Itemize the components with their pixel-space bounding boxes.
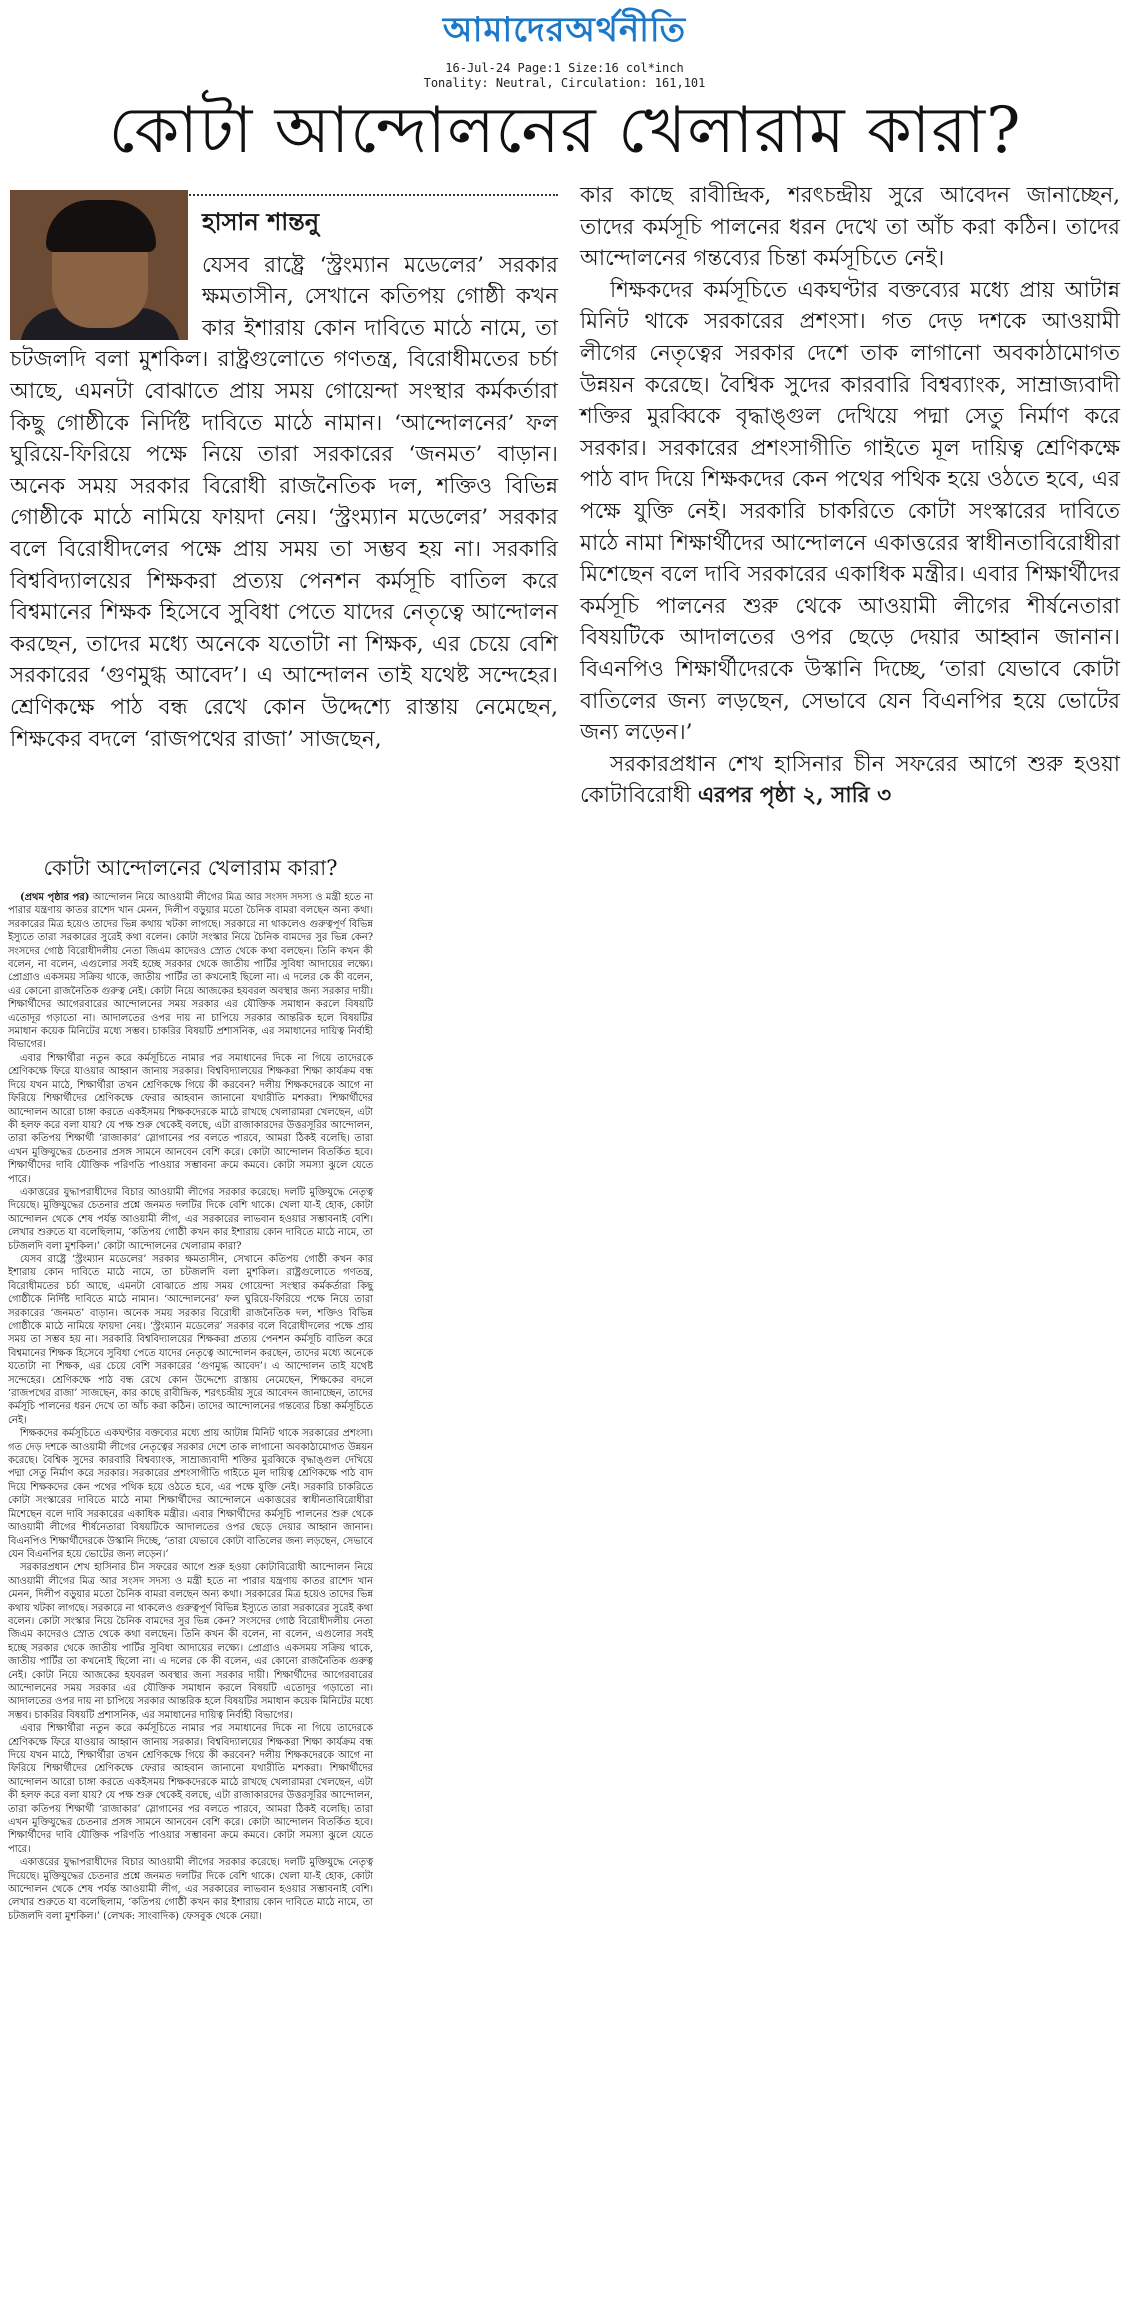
clip-meta-line-2: Tonality: Neutral, Circulation: 161,101 [423,76,706,90]
continued-note: এরপর পৃষ্ঠা ২, সারি ৩ [697,783,892,809]
left-column [10,180,558,755]
continuation-paragraph: যেসব রাষ্ট্রে ‘স্ট্রংম্যান মডেলের’ সরকার ক্ষমতাসীন, সেখানে কতিপয় গোষ্ঠী কখন কার ইশারায় কোন দাবিতে মাঠে নামে, তা চটজলদি বলা মুশকিল। রাষ্ট্রগুলোতে গণতন্ত্র, বিরোধীমতের চর্চা আছে, এমনটা বোঝাতে প্রায় সময় গোয়েন্দা সংস্থার কর্মকর্তারা কিছু গোষ্ঠীকে নির্দিষ্ট দাবিতে মাঠে নামান। ‘আন্দোলনের’ ফল ঘুরিয়ে-ফিরিয়ে পক্ষে নিয়ে তারা সরকারের ‘জনমত’ বাড়ান। অনেক সময় সরকার বিরোধী রাজনৈতিক দল, শক্তিও বিভিন্ন গোষ্ঠীকে মাঠে নামিয়ে ফায়দা নেয়। ‘স্ট্রংম্যান মডেলের’ সরকার বলে বিরোধীদলের পক্ষে প্রায় সময় তা সম্ভব হয় না। সরকারি বিশ্ববিদ্যালয়ের শিক্ষকরা প্রত্যয় পেনশন কর্মসূচি বাতিল করে বিশ্বমানের শিক্ষক হিসেবে সুবিধা পেতে যাদের নেতৃত্বে আন্দোলন করছেন, তাদের মধ্যে অনেকে যতোটা না শিক্ষক, এর চেয়ে বেশি সরকারের ‘গুণমুগ্ধ আবেদ’। এ আন্দোলন তাই যথেষ্ট সন্দেহের। শ্রেণিকক্ষে পাঠ বন্ধ রেখে কোন উদ্দেশ্যে রাস্তায় নেমেছেন, শিক্ষকের বদলে ‘রাজপথের রাজা’ সাজছেন, কার কাছে রাবীন্দ্রিক, শরৎচন্দ্রীয় সুরে আবেদন জানাচ্ছেন, তাদের কর্মসূচি পালনের ধরন দেখে তা আঁচ করা কঠিন। তাদের আন্দোলনের গন্তব্যের চিন্তা কর্মসূচিতে নেই। [8,1253,373,1426]
continuation-body [8,891,373,1923]
continuation-title: কোটা আন্দোলনের খেলারাম কারা? [43,856,338,880]
continuation-paragraph: এবার শিক্ষার্থীরা নতুন করে কর্মসূচিতে নামার পর সমাধানের দিকে না গিয়ে তাদেরকে শ্রেণিকক্ষে ফিরে যাওয়ার আহ্বান জানায় সরকার। বিশ্ববিদ্যালয়ের শিক্ষকরা শিক্ষা কার্যক্রম বন্ধ দিয়ে যখন মাঠে, শিক্ষার্থীরা তখন শ্রেণিকক্ষে গিয়ে কী করবেন? দলীয় শিক্ষকদেরকে আগে না ফিরিয়ে শিক্ষার্থীদের শ্রেণিকক্ষে ফেরার আহবান জানানো যথারীতি মশকরা। শিক্ষার্থীদের আন্দোলন আরো চাঙ্গা করতে একইসময় শিক্ষকদেরকে মাঠে রাখছে খেলারামরা খেলছেন, এটা কী হলফ করে বলা যায়? যে পক্ষ শুরু থেকেই বলছে, এটা রাজাকারদের উত্তরসূরির আন্দোলন, তারা কতিপয় শিক্ষার্থী ‘রাজাকার’ স্লোগানের পর বলতে পারবে, আমরা ঠিকই বলেছি। তারা এখন মুক্তিযুদ্ধের চেতনার প্রসঙ্গ সামনে আনবেন বেশি করে। কোটা আন্দোলন বিতর্কিত হবে। শিক্ষার্থীদের দাবি যৌক্তিক পরিণতি পাওয়ার সম্ভাবনা ক্রমে কমবে। কোটা সমস্যা ঝুলে যেতে পারে। [8,1052,373,1185]
right-paragraph: কার কাছে রাবীন্দ্রিক, শরৎচন্দ্রীয় সুরে আবেদন জানাচ্ছেন, তাদের কর্মসূচি পালনের ধরন দেখে তা আঁচ করা কঠিন। তাদের আন্দোলনের গন্তব্যের চিন্তা কর্মসূচিতে নেই। [580,183,1120,272]
continuation-clip [8,852,373,2312]
front-page-clip [8,180,1120,840]
continuation-paragraph: একাত্তরের যুদ্ধাপরাধীদের বিচার আওয়ামী লীগের সরকার করেছে। দলটি মুক্তিযুদ্ধে নেতৃত্ব দিয়েছে। মুক্তিযুদ্ধের চেতনার প্রশ্নে জনমত দলটির দিকে বেশি থাকে। খেলা যা-ই হোক, কোটা আন্দোলন থেকে শেষ পর্যন্ত আওয়ামী লীগ, এর সরকারের লাভবান হওয়ার সম্ভাবনাই বেশি। লেখার শুরুতে যা বলেছিলাম, ‘কতিপয় গোষ্ঠী কখন কার ইশারায় কোন দাবিতে মাঠে নামে, তা চটজলদি বলা মুশকিল।’ কোটা আন্দোলনের খেলারাম কারা? [8,1186,373,1252]
author-photo [10,190,188,340]
continuation-label: (প্রথম পৃষ্ঠার পর) [20,892,90,903]
left-paragraph: যেসব রাষ্ট্রে ‘স্ট্রংম্যান মডেলের’ সরকার ক্ষমতাসীন, সেখানে কতিপয় গোষ্ঠী কখন কার ইশারায় কোন দাবিতে মাঠে নামে, তা চটজলদি বলা মুশকিল। রাষ্ট্রগুলোতে গণতন্ত্র, বিরোধীমতের চর্চা আছে, এমনটা বোঝাতে প্রায় সময় গোয়েন্দা সংস্থার কর্মকর্তারা কিছু গোষ্ঠীকে নির্দিষ্ট দাবিতে মাঠে নামান। ‘আন্দোলনের’ ফল ঘুরিয়ে-ফিরিয়ে পক্ষে নিয়ে তারা সরকারের ‘জনমত’ বাড়ান। অনেক সময় সরকার বিরোধী রাজনৈতিক দল, শক্তিও বিভিন্ন গোষ্ঠীকে মাঠে নামিয়ে ফায়দা নেয়। ‘স্ট্রংম্যান মডেলের’ সরকার বলে বিরোধীদলের পক্ষে প্রায় সময় তা সম্ভব হয় না। সরকারি বিশ্ববিদ্যালয়ের শিক্ষকরা প্রত্যয় পেনশন কর্মসূচি বাতিল করে বিশ্বমানের শিক্ষক হিসেবে সুবিধা পেতে যাদের নেতৃত্বে আন্দোলন করছেন, তাদের মধ্যে অনেকে যতোটা না শিক্ষক, এর চেয়ে বেশি সরকারের ‘গুণমুগ্ধ আবেদ’। এ আন্দোলন তাই যথেষ্ট সন্দেহের। শ্রেণিকক্ষে পাঠ বন্ধ রেখে কোন উদ্দেশ্যে রাস্তায় নেমেছেন, শিক্ষকের বদলে ‘রাজপথের রাজা’ সাজছেন, [10,252,558,752]
newspaper-logo: আমাদেরঅর্থনীতি [442,10,687,50]
clip-meta-line-1: 16-Jul-24 Page:1 Size:16 col*inch [445,61,684,75]
article-headline: কোটা আন্দোলনের খেলারাম কারা? [108,94,1022,168]
right-paragraph: শিক্ষকদের কর্মসূচিতে একঘণ্টার বক্তব্যের মধ্যে প্রায় আটান্ন মিনিট থাকে সরকারের প্রশংসা। গত দেড় দশকে আওয়ামী লীগের নেতৃত্বের সরকার দেশে তাক লাগানো অবকাঠামোগত উন্নয়ন করেছে। বৈশ্বিক সুদের কারবারি বিশ্বব্যাংক, সাম্রাজ্যবাদী শক্তির মুরব্বিকে বৃদ্ধাঙ্গুল দেখিয়ে পদ্মা সেতু নির্মাণ করে সরকার। সরকারের প্রশংসাগীতি গাইতে মূল দায়িত্ব শ্রেণিকক্ষে পাঠ বাদ দিয়ে শিক্ষকদের কেন পথের পথিক হয়ে ওঠতে হবে, এর পক্ষে যুক্তি নেই। সরকারি চাকরিতে কোটা সংস্কারের দাবিতে মাঠে নামা শিক্ষার্থীদের আন্দোলনে একাত্তরের স্বাধীনতাবিরোধীরা মিশেছেন বলে দাবি সরকারের একাধিক মন্ত্রীর। এবার শিক্ষার্থীদের কর্মসূচি পালনের শুরু থেকে আওয়ামী লীগের শীর্ষনেতারা বিষয়টিকে আদালতের ওপর ছেড়ে দেয়ার আহ্বান জানান। বিএনপিও শিক্ষার্থীদেরকে উস্কানি দিচ্ছে, ‘তারা যেভাবে কোটা বাতিলের জন্য লড়ছেন, সেভাবে যেন বিএনপির হয়ে ভোটের জন্য লড়েন।’ [580,277,1120,746]
author-byline: হাসান শান্তনু [202,207,320,236]
masthead [0,0,1129,90]
right-column [580,180,1120,812]
continuation-paragraph: শিক্ষকদের কর্মসূচিতে একঘণ্টার বক্তব্যের মধ্যে প্রায় আটান্ন মিনিট থাকে সরকারের প্রশংসা। গত দেড় দশকে আওয়ামী লীগের নেতৃত্বের সরকার দেশে তাক লাগানো অবকাঠামোগত উন্নয়ন করেছে। বৈশ্বিক সুদের কারবারি বিশ্বব্যাংক, সাম্রাজ্যবাদী শক্তির মুরব্বিকে বৃদ্ধাঙ্গুল দেখিয়ে পদ্মা সেতু নির্মাণ করে সরকার। সরকারের প্রশংসাগীতি গাইতে মূল দায়িত্ব শ্রেণিকক্ষে পাঠ বাদ দিয়ে শিক্ষকদের কেন পথের পথিক হয়ে ওঠতে হবে, এর পক্ষে যুক্তি নেই। সরকারি চাকরিতে কোটা সংস্কারের দাবিতে মাঠে নামা শিক্ষার্থীদের আন্দোলনে একাত্তরের স্বাধীনতাবিরোধীরা মিশেছেন বলে দাবি সরকারের একাধিক মন্ত্রীর। এবার শিক্ষার্থীদের কর্মসূচি পালনের শুরু থেকে আওয়ামী লীগের শীর্ষনেতারা বিষয়টিকে আদালতের ওপর ছেড়ে দেয়ার আহ্বান জানান। বিএনপিও শিক্ষার্থীদেরকে উস্কানি দিচ্ছে, ‘তারা যেভাবে কোটা বাতিলের জন্য লড়ছেন, সেভাবে যেন বিএনপির হয়ে ভোটের জন্য লড়েন।’ [8,1428,373,1560]
right-paragraph-last: সরকারপ্রধান শেখ হাসিনার চীন সফরের আগে শুরু হওয়া কোটাবিরোধী এরপর পৃষ্ঠা ২, সারি ৩ [580,751,1120,809]
continuation-paragraph: আন্দোলন নিয়ে আওয়ামী লীগের মিত্র আর সংসদ সদস্য ও মন্ত্রী হতে না পারার যন্ত্রণায় কাতর রাশেদ খান মেনন, দিলীপ বড়ুয়ার মতো চৈনিক বামরা বলছেন অন্য কথা। সরকারের মিত্র হয়েও তাদের ভিন্ন কথায় খটকা লাগছে। সরকারে না থাকলেও গুরুত্বপূর্ণ বিভিন্ন ইস্যুতে তারা সরকারের সুরেই কথা বলেন। কোটা সংস্কার নিয়ে চৈনিক বামদের সুর ভিন্ন কেন? সংসদের গোষ্ঠ বিরোধীদলীয় নেতা জিএম কাদেরও স্রোত থেকে কথা বলছেন। তিনি কখন কী বলেন, না বলেন, এগুলোর সবই হচ্ছে সরকার থেকে জাতীয় পার্টির সুবিধা আদায়ের লক্ষ্যে। প্রোগ্রাও একসময় সক্রিয় থাকে, জাতীয় পার্টির তা কখনোই ছিলো না। এ দলের কে কী বলেন, এর কোনো রাজনৈতিক গুরুত্ব নেই। কোটা নিয়ে আজকের হযবরল অবস্থার জন্য সরকার দায়ী। শিক্ষার্থীদের আগেরবারের আন্দোলনের সময় সরকার এর যৌক্তিক সমাধান করলে বিষয়টি এতোদূর গড়াতো না। আদালতের ওপর দায় না চাপিয়ে সরকার আন্তরিক হলে বিষয়টির সমাধান কয়েক মিনিটের মধ্যে সম্ভব। চাকরির বিষয়টি প্রশাসনিক, এর সমাধানের দায়িত্ব নির্বাহী বিভাগের। [8,892,373,1051]
continuation-paragraph: এবার শিক্ষার্থীরা নতুন করে কর্মসূচিতে নামার পর সমাধানের দিকে না গিয়ে তাদেরকে শ্রেণিকক্ষে ফিরে যাওয়ার আহ্বান জানায় সরকার। বিশ্ববিদ্যালয়ের শিক্ষকরা শিক্ষা কার্যক্রম বন্ধ দিয়ে যখন মাঠে, শিক্ষার্থীরা তখন শ্রেণিকক্ষে গিয়ে কী করবেন? দলীয় শিক্ষকদেরকে আগে না ফিরিয়ে শিক্ষার্থীদের শ্রেণিকক্ষে ফেরার আহবান জানানো যথারীতি মশকরা। শিক্ষার্থীদের আন্দোলন আরো চাঙ্গা করতে একইসময় শিক্ষকদেরকে মাঠে রাখছে খেলারামরা খেলছেন, এটা কী হলফ করে বলা যায়? যে পক্ষ শুরু থেকেই বলছে, এটা রাজাকারদের উত্তরসূরির আন্দোলন, তারা কতিপয় শিক্ষার্থী ‘রাজাকার’ স্লোগানের পর বলতে পারবে, আমরা ঠিকই বলেছি। তারা এখন মুক্তিযুদ্ধের চেতনার প্রসঙ্গ সামনে আনবেন বেশি করে। কোটা আন্দোলন বিতর্কিত হবে। শিক্ষার্থীদের দাবি যৌক্তিক পরিণতি পাওয়ার সম্ভাবনা ক্রমে কমবে। কোটা সমস্যা ঝুলে যেতে পারে। [8,1723,373,1855]
continuation-paragraph: একাত্তরের যুদ্ধাপরাধীদের বিচার আওয়ামী লীগের সরকার করেছে। দলটি মুক্তিযুদ্ধে নেতৃত্ব দিয়েছে। মুক্তিযুদ্ধের চেতনার প্রশ্নে জনমত দলটির দিকে বেশি থাকে। খেলা যা-ই হোক, কোটা আন্দোলন থেকে শেষ পর্যন্ত আওয়ামী লীগ, এর সরকারের লাভবান হওয়ার সম্ভাবনাই বেশি। লেখার শুরুতে যা বলেছিলাম, ‘কতিপয় গোষ্ঠী কখন কার ইশারায় কোন দাবিতে মাঠে নামে, তা চটজলদি বলা মুশকিল।’ (লেখক: সাংবাদিক) ফেসবুক থেকে নেয়া। [8,1857,373,1922]
continuation-paragraph: সরকারপ্রধান শেখ হাসিনার চীন সফরের আগে শুরু হওয়া কোটাবিরোধী আন্দোলন নিয়ে আওয়ামী লীগের মিত্র আর সংসদ সদস্য ও মন্ত্রী হতে না পারার যন্ত্রণায় কাতর রাশেদ খান মেনন, দিলীপ বড়ুয়ার মতো চৈনিক বামরা বলছেন অন্য কথা। সরকারের মিত্র হয়েও তাদের ভিন্ন কথায় খটকা লাগছে। সরকারে না থাকলেও গুরুত্বপূর্ণ বিভিন্ন ইস্যুতে তারা সরকারের সুরেই কথা বলেন। কোটা সংস্কার নিয়ে চৈনিক বামদের সুর ভিন্ন কেন? সংসদের গোষ্ঠ বিরোধীদলীয় নেতা জিএম কাদেরও স্রোত থেকে কথা বলছেন। তিনি কখন কী বলেন, না বলেন, এগুলোর সবই হচ্ছে সরকার থেকে জাতীয় পার্টির সুবিধা আদায়ের লক্ষ্যে। প্রোগ্রাও একসময় সক্রিয় থাকে, জাতীয় পার্টির তা কখনোই ছিলো না। এ দলের কে কী বলেন, এর কোনো রাজনৈতিক গুরুত্ব নেই। কোটা নিয়ে আজকের হযবরল অবস্থার জন্য সরকার দায়ী। শিক্ষার্থীদের আগেরবারের আন্দোলনের সময় সরকার এর যৌক্তিক সমাধান করলে বিষয়টি এতোদূর গড়াতো না। আদালতের ওপর দায় না চাপিয়ে সরকার আন্তরিক হলে বিষয়টির সমাধান কয়েক মিনিটের মধ্যে সম্ভব। চাকরির বিষয়টি প্রশাসনিক, এর সমাধানের দায়িত্ব নির্বাহী বিভাগের। [8,1562,373,1721]
